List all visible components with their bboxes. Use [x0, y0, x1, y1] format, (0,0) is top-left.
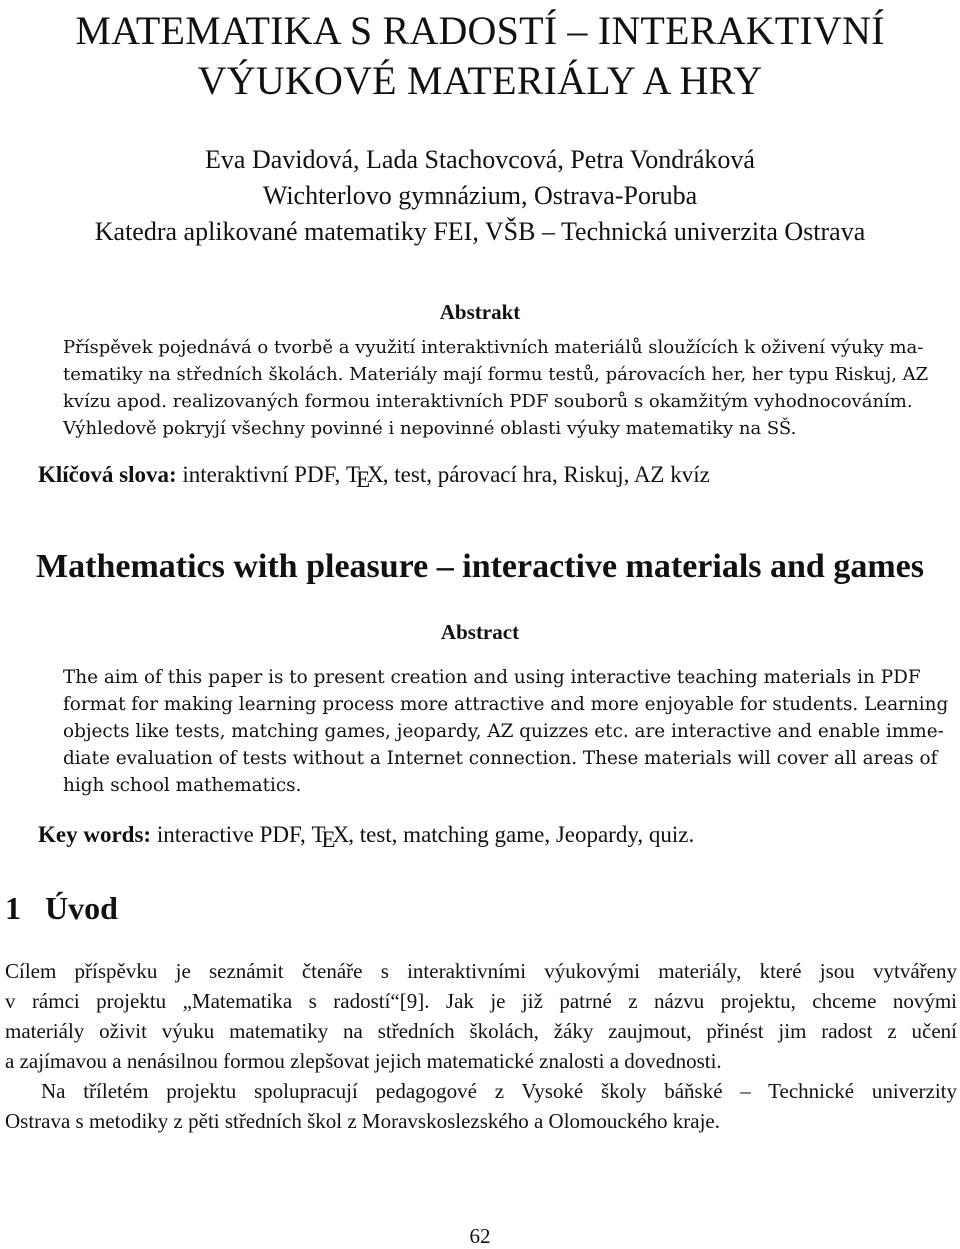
section-heading — [5, 890, 118, 927]
abstract-en-line: objects like tests, matching games, jeopardy, AZ quizzes etc. are interactive and enable imme- — [63, 721, 944, 742]
abstract-en-line: diate evaluation of tests without a Internet connection. These materials will cover all areas of — [63, 748, 938, 769]
abstract-cz-line: kvízu apod. realizovaných formou interaktivních PDF souborů s okamžitým vyhodnocováním. — [63, 391, 913, 412]
author-block — [0, 142, 960, 250]
author-names: Eva Davidová, Lada Stachovcová, Petra Vondráková — [205, 145, 755, 174]
page-number: 62 — [469, 1224, 491, 1248]
tex-logo: TEX — [311, 822, 349, 852]
title-line-1: MATEMATIKA S RADOSTÍ – INTERAKTIVNÍ — [75, 8, 885, 53]
section-title: Úvod — [45, 890, 118, 926]
body-line: Ostrava s metodiky z pěti středních škol z Moravskoslezského a Olomouckého kraje. — [5, 1109, 720, 1133]
keywords-en-before: interactive PDF, — [151, 822, 312, 847]
abstract-cz-body — [63, 334, 929, 442]
body-line: v rámci projektu „Matematika s radostí“[9]. Jak je již patrné z názvu projektu, chceme novými — [5, 989, 957, 1013]
tex-logo: TEX — [346, 462, 383, 492]
keywords-cz-before: interaktivní PDF, — [176, 462, 347, 487]
abstract-cz-line: Příspěvek pojednává o tvorbě a využití interaktivních materiálů sloužících k oživení výuky ma- — [63, 337, 924, 358]
keywords-en-label: Key words: — [38, 822, 152, 847]
abstract-en-body — [63, 664, 949, 799]
abstract-cz-line: tematiky na středních školách. Materiály mají formu testů, párovacích her, her typu Riskuj, AZ — [63, 364, 929, 385]
body-line: Cílem příspěvku je seznámit čtenáře s interaktivními výukovými materiály, které jsou vytvářeny — [5, 959, 957, 983]
title-line-2: VÝUKOVÉ MATERIÁLY A HRY — [197, 58, 763, 103]
keywords-cz-after: , test, párovací hra, Riskuj, AZ kvíz — [382, 462, 710, 487]
keywords-en-after: , test, matching game, Jeopardy, quiz. — [348, 822, 695, 847]
section-body — [5, 956, 957, 1136]
keywords-cz-label: Klíčová slova: — [38, 462, 177, 487]
keywords-en — [38, 822, 695, 852]
abstract-cz-heading: Abstrakt — [439, 300, 521, 324]
affiliation-1: Wichterlovo gymnázium, Ostrava-Poruba — [262, 181, 698, 210]
body-line: Na tříletém projektu spolupracují pedagogové z Vysoké školy báňské – Technické univerzity — [41, 1079, 957, 1103]
abstract-cz-line: Výhledově pokryjí všechny povinné i nepovinné oblasti výuky matematiky na SŠ. — [63, 418, 797, 439]
abstract-en-heading: Abstract — [440, 620, 520, 644]
abstract-en-line: format for making learning process more attractive and more enjoyable for students. Learning — [63, 694, 949, 715]
abstract-en-line: high school mathematics. — [63, 775, 302, 796]
body-line: materiály oživit výuku matematiky na středních školách, žáky zaujmout, přinést jim radost z učení — [5, 1019, 957, 1043]
abstract-en-line: The aim of this paper is to present creation and using interactive teaching materials in PDF — [63, 667, 921, 688]
body-line: a zajímavou a nenásilnou formou zlepšovat jejich matematické znalosti a dovednosti. — [5, 1049, 722, 1073]
affiliation-2: Katedra aplikované matematiky FEI, VŠB – Technická univerzita Ostrava — [94, 217, 866, 246]
english-title: Mathematics with pleasure – interactive materials and games — [36, 548, 924, 585]
keywords-cz — [38, 462, 710, 492]
section-number: 1 — [5, 890, 21, 926]
